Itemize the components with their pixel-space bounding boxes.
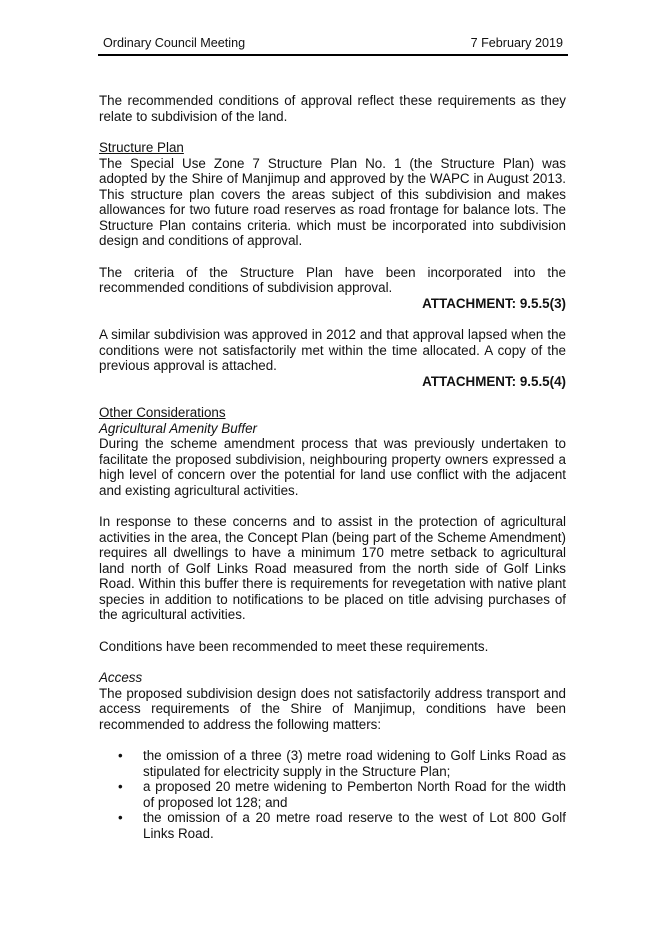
attachment-reference-3: ATTACHMENT: 9.5.5(3) — [422, 295, 566, 311]
page-header — [98, 36, 568, 56]
heading-other-considerations: Other Considerations — [99, 405, 226, 420]
bullet-list — [99, 748, 566, 841]
attachment-reference-4: ATTACHMENT: 9.5.5(4) — [422, 373, 566, 389]
document-body — [99, 93, 566, 841]
bullet-item — [118, 748, 566, 779]
header-title: Ordinary Council Meeting — [103, 36, 246, 50]
paragraph-conditions-recommended: Conditions have been recommended to meet these requirements. — [99, 638, 489, 654]
bullet-item-text: the omission of a three (3) metre road widening to Golf Links Road as stipulated for electricity supply in the Structure Plan; — [143, 748, 566, 779]
heading-structure-plan: Structure Plan — [99, 140, 184, 155]
paragraph-agricultural-1: During the scheme amendment process that was previously undertaken to facilitate the proposed subdivision, neighbouring property owners expressed a high level of concern over the potential for land use conflict with the adjacent and existing agricultural activities. — [99, 436, 566, 498]
paragraph-intro: The recommended conditions of approval reflect these requirements as they relate to subdivision of the land. — [99, 93, 566, 124]
paragraph-agricultural-2: In response to these concerns and to assist in the protection of agricultural activities in the area, the Concept Plan (being part of the Scheme Amendment) requires all dwellings to have a minimum 170 metre setback to agricultural land north of Golf Links Road measured from the north side of Golf Links Road. Within this buffer there is requirements for revegetation with native plant species in addition to notifications to be placed on title advising purchases of the agricultural activities. — [99, 514, 566, 622]
bullet-item — [118, 810, 566, 841]
bullet-item-text: the omission of a 20 metre road reserve to the west of Lot 800 Golf Links Road. — [143, 810, 566, 841]
heading-access: Access — [99, 670, 143, 685]
header-date: 7 February 2019 — [470, 36, 563, 50]
bullet-item-text: a proposed 20 metre widening to Pemberton North Road for the width of proposed lot 128; and — [143, 779, 566, 810]
bullet-item — [118, 779, 566, 810]
paragraph-access: The proposed subdivision design does not satisfactorily address transport and access requirements of the Shire of Manjimup, conditions have been recommended to address the following matters: — [99, 685, 566, 732]
paragraph-structure-plan: The Special Use Zone 7 Structure Plan No. 1 (the Structure Plan) was adopted by the Shire of Manjimup and approved by the WAPC in August 2013. This structure plan covers the areas subject of this subdivision and makes allowances for two future road reserves as road frontage for balance lots. The Structure Plan contains criteria. which must be incorporated into subdivision design and conditions of approval. — [99, 155, 566, 248]
heading-agricultural-amenity-buffer: Agricultural Amenity Buffer — [99, 420, 258, 436]
bullet-icon: • — [118, 810, 123, 825]
paragraph-similar-subdivision: A similar subdivision was approved in 2012 and that approval lapsed when the conditions were not satisfactorily met within the time allocated. A copy of the previous approval is attached. — [99, 327, 566, 373]
bullet-icon: • — [118, 779, 123, 794]
paragraph-criteria: The criteria of the Structure Plan have been incorporated into the recommended conditions of subdivision approval. — [99, 264, 566, 295]
page-header-row — [98, 36, 568, 50]
bullet-icon: • — [118, 748, 123, 763]
